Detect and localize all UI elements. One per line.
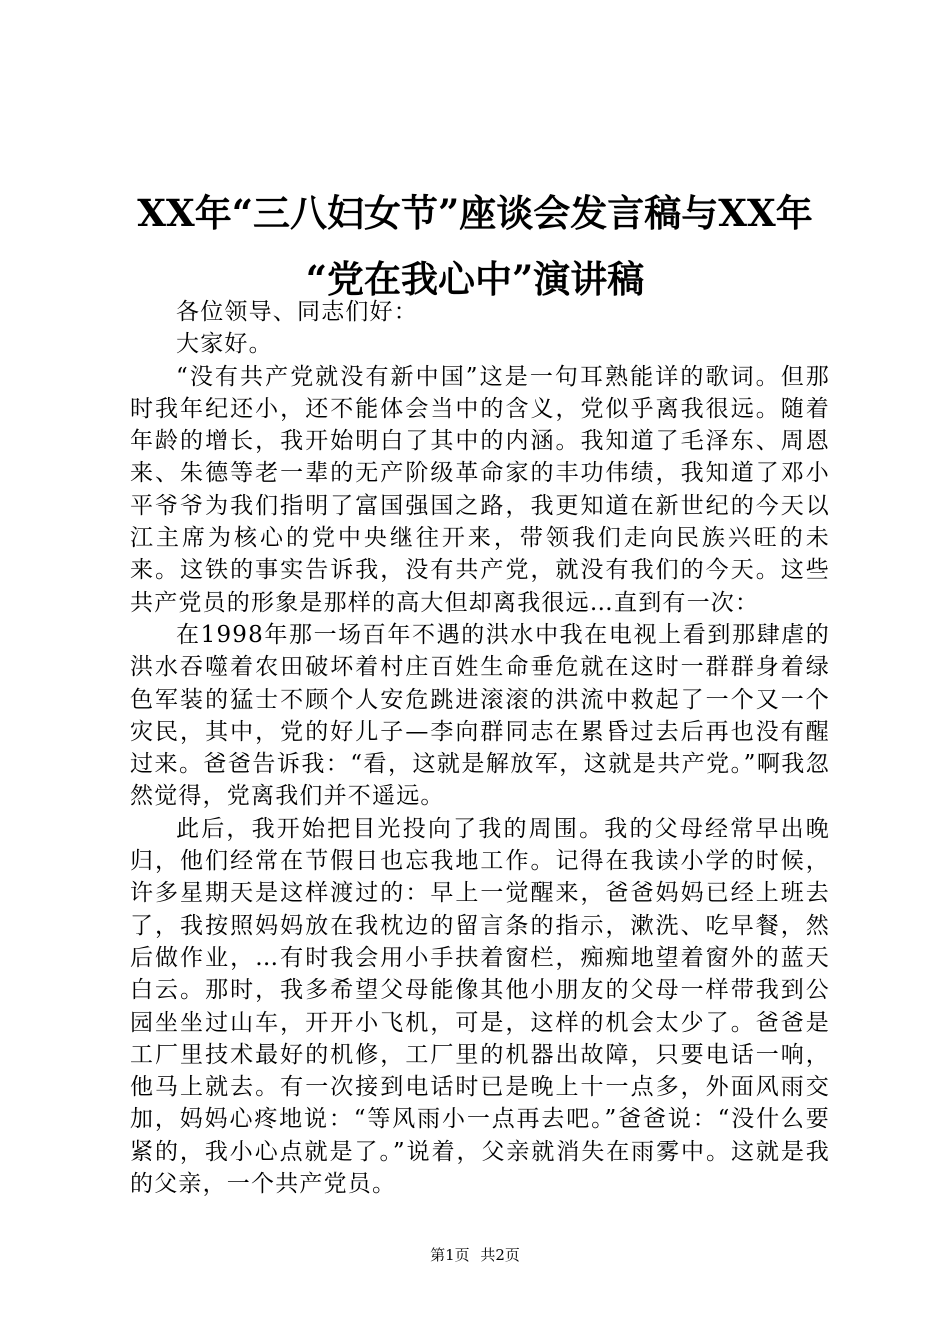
salutation-paragraph: 大家好。 xyxy=(176,331,273,358)
page-total: 共2页 xyxy=(480,1246,520,1264)
greeting-paragraph: 各位领导、同志们好： xyxy=(176,299,418,325)
title-line-2: “党在我心中”演讲稿 xyxy=(305,257,645,301)
document-title xyxy=(90,180,860,312)
body-paragraph: 此后，我开始把目光投向了我的周围。我的父母经常早出晚归，他们经常在节假日也忘我地工作。记得在我读小学的时候，许多星期天是这样渡过的：早上一觉醒来，爸爸妈妈已经上班去了，我按照妈妈放在我枕边的留言条的指示，漱洗、吃早餐，然后做作业，…有时我会用小手扶着窗栏，痴痴地望着窗外的蓝天白云。那时，我多希望父母能像其他小朋友的父母一样带我到公园坐坐过山车，开开小飞机，可是，这样的机会太少了。爸爸是工厂里技术最好的机修，工厂里的机器出故障，只要电话一响，他马上就去。有一次接到电话时已是晚上十一点多，外面风雨交加，妈妈心疼地说：“等风雨小一点再去吧。”爸爸说：“没什么要紧的，我小心点就是了。”说着，父亲就消失在雨雾中。这就是我的父亲，一个共产党员。 xyxy=(130,815,830,1198)
page-footer xyxy=(0,1245,950,1265)
page-number: 第1页 xyxy=(430,1246,470,1264)
title-line-1: XX年“三八妇女节”座谈会发言稿与XX年 xyxy=(137,191,813,235)
body-paragraph: 在1998年那一场百年不遇的洪水中我在电视上看到那肆虐的洪水吞噬着农田破坏着村庄百姓生命垂危就在这时一群群身着绿色军装的猛士不顾个人安危跳进滚滚的洪流中救起了一个又一个灾民，其中，党的好儿子—李向群同志在累昏过去后再也没有醒过来。爸爸告诉我：“看，这就是解放军，这就是共产党。”啊我忽然觉得，党离我们并不遥远。 xyxy=(130,621,830,810)
body-paragraph: “没有共产党就没有新中国”这是一句耳熟能详的歌词。但那时我年纪还小，还不能体会当中的含义，党似乎离我很远。随着年龄的增长，我开始明白了其中的内涵。我知道了毛泽东、周恩来、朱德等老一辈的无产阶级革命家的丰功伟绩，我知道了邓小平爷爷为我们指明了富国强国之路，我更知道在新世纪的今天以江主席为核心的党中央继往开来，带领我们走向民族兴旺的未来。这铁的事实告诉我，没有共产党，就没有我们的今天。这些共产党员的形象是那样的高大但却离我很远…直到有一次： xyxy=(130,363,830,616)
document-body xyxy=(130,296,830,1200)
